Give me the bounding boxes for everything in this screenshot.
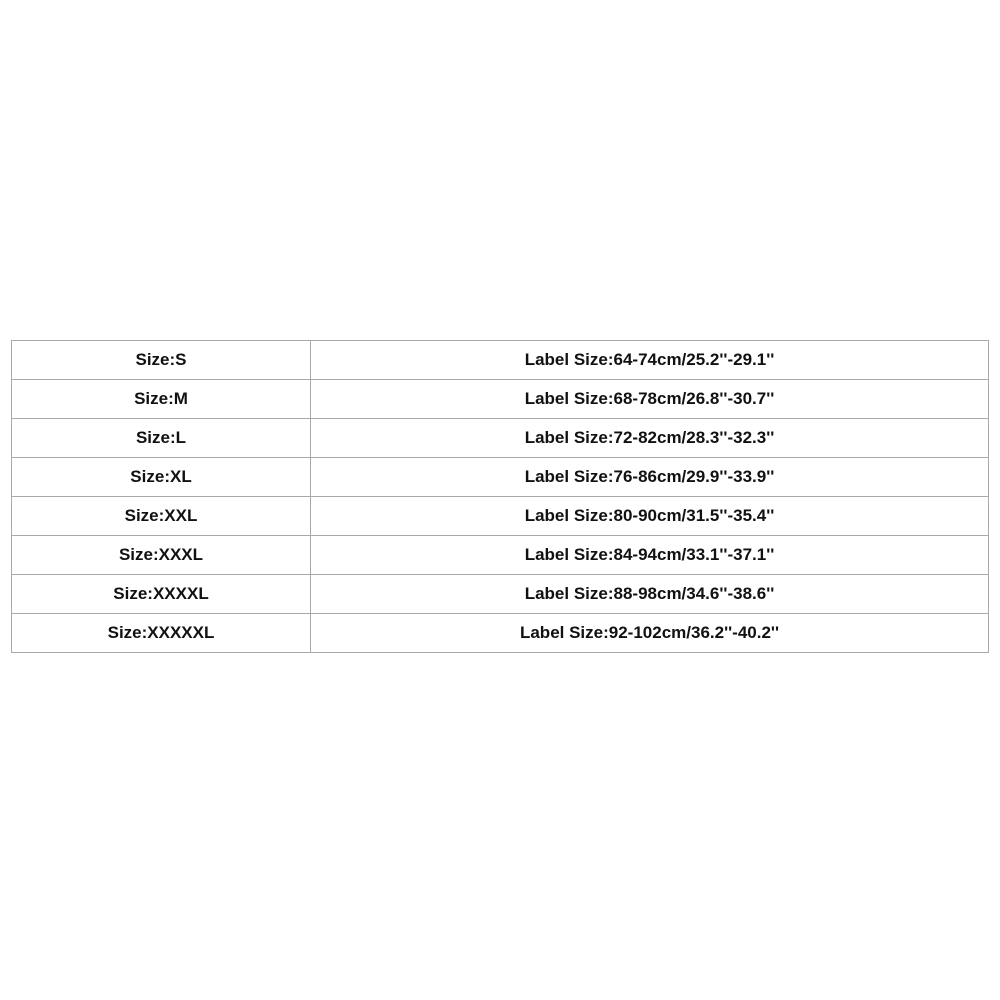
size-cell: Size:S xyxy=(12,341,311,380)
size-cell: Size:L xyxy=(12,419,311,458)
table-row xyxy=(12,341,989,380)
table-row xyxy=(12,380,989,419)
label-size-cell: Label Size:80-90cm/31.5''-35.4'' xyxy=(311,497,989,536)
label-size-cell: Label Size:64-74cm/25.2''-29.1'' xyxy=(311,341,989,380)
table-row xyxy=(12,419,989,458)
size-cell: Size:XXL xyxy=(12,497,311,536)
table-row xyxy=(12,614,989,653)
table-row xyxy=(12,497,989,536)
size-cell: Size:XXXL xyxy=(12,536,311,575)
size-cell: Size:M xyxy=(12,380,311,419)
table-row xyxy=(12,536,989,575)
table-row xyxy=(12,458,989,497)
label-size-cell: Label Size:68-78cm/26.8''-30.7'' xyxy=(311,380,989,419)
size-cell: Size:XXXXXL xyxy=(12,614,311,653)
size-cell: Size:XL xyxy=(12,458,311,497)
size-chart-table xyxy=(11,340,989,653)
label-size-cell: Label Size:76-86cm/29.9''-33.9'' xyxy=(311,458,989,497)
label-size-cell: Label Size:72-82cm/28.3''-32.3'' xyxy=(311,419,989,458)
size-cell: Size:XXXXL xyxy=(12,575,311,614)
label-size-cell: Label Size:92-102cm/36.2''-40.2'' xyxy=(311,614,989,653)
label-size-cell: Label Size:88-98cm/34.6''-38.6'' xyxy=(311,575,989,614)
table-row xyxy=(12,575,989,614)
label-size-cell: Label Size:84-94cm/33.1''-37.1'' xyxy=(311,536,989,575)
